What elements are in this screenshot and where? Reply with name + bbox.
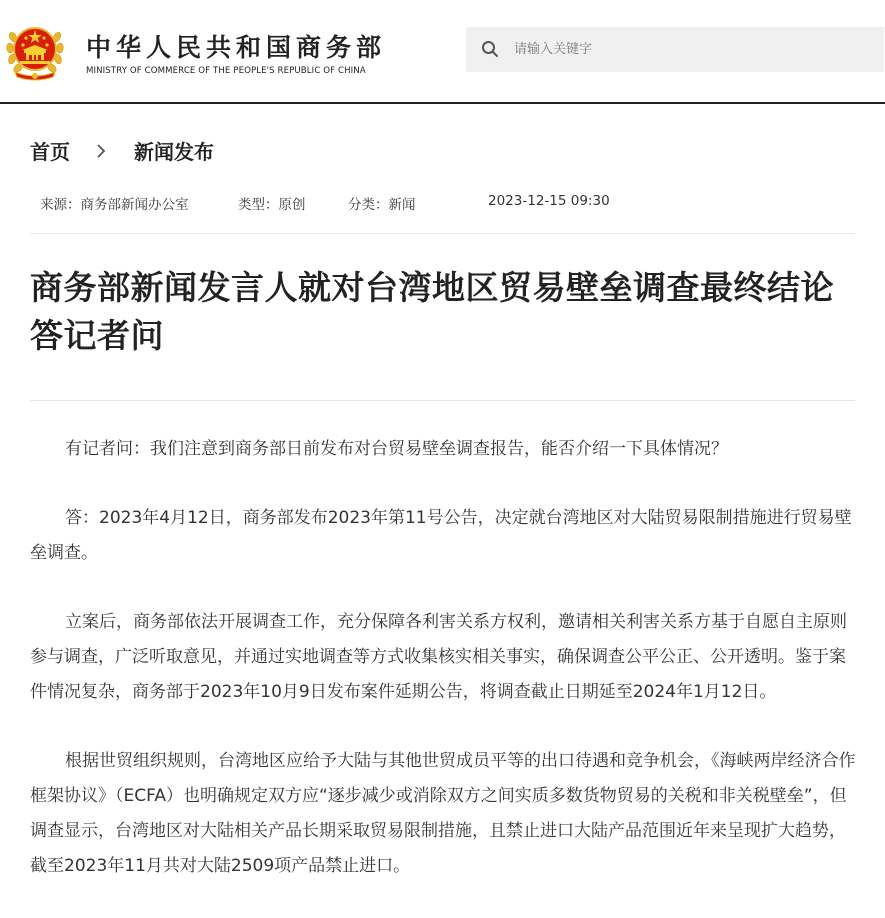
site-title-en: MINISTRY OF COMMERCE OF THE PEOPLE'S REPUBLIC OF CHINA	[86, 66, 366, 76]
meta-divider	[30, 233, 855, 234]
meta-datetime: 2023-12-15 09:30	[488, 193, 610, 209]
article-paragraph: 有记者问：我们注意到商务部日前发布对台贸易壁垒调查报告，能否介绍一下具体情况？	[65, 439, 728, 459]
chevron-right-icon	[92, 142, 110, 160]
breadcrumb	[30, 136, 214, 165]
breadcrumb-home-link[interactable]: 首页	[30, 140, 70, 164]
article-paragraph: 答：2023年4月12日，商务部发布2023年第11号公告，决定就台湾地区对大陆贸易限制措施进行贸易壁垒调查。	[30, 508, 852, 563]
site-title-cn: 中华人民共和国商务部	[86, 33, 387, 62]
search-icon[interactable]	[481, 40, 499, 58]
meta-source: 来源：商务部新闻办公室	[40, 197, 189, 213]
search-input[interactable]	[514, 27, 854, 72]
article-paragraph: 立案后，商务部依法开展调查工作，充分保障各利害关系方权利，邀请相关利害关系方基于自愿自主原则参与调查，广泛听取意见，并通过实地调查等方式收集核实相关事实，确保调查公平公正、公开透明。鉴于案件情况复杂，商务部于2023年10月9日发布案件延期公告，将调查截止日期延至2024年1月12日。	[30, 612, 847, 702]
article-title: 商务部新闻发言人就对台湾地区贸易壁垒调查最终结论答记者问	[30, 268, 834, 355]
national-emblem-logo[interactable]	[6, 20, 64, 82]
meta-category: 分类：新闻	[348, 197, 416, 213]
title-divider	[30, 400, 855, 401]
breadcrumb-current-link[interactable]: 新闻发布	[134, 140, 214, 164]
search-box	[466, 27, 884, 72]
site-header	[0, 0, 885, 104]
article-paragraph: 根据世贸组织规则，台湾地区应给予大陆与其他世贸成员平等的出口待遇和竞争机会，《海峡两岸经济合作框架协议》（ECFA）也明确规定双方应“逐步减少或消除双方之间实质多数货物贸易的关税和非关税壁垒”，但调查显示，台湾地区对大陆相关产品长期采取贸易限制措施，且禁止进口大陆产品范围近年来呈现扩大趋势，截至2023年11月共对大陆2509项产品禁止进口。	[30, 751, 856, 876]
meta-type: 类型：原创	[238, 197, 306, 213]
article-body	[30, 432, 856, 918]
